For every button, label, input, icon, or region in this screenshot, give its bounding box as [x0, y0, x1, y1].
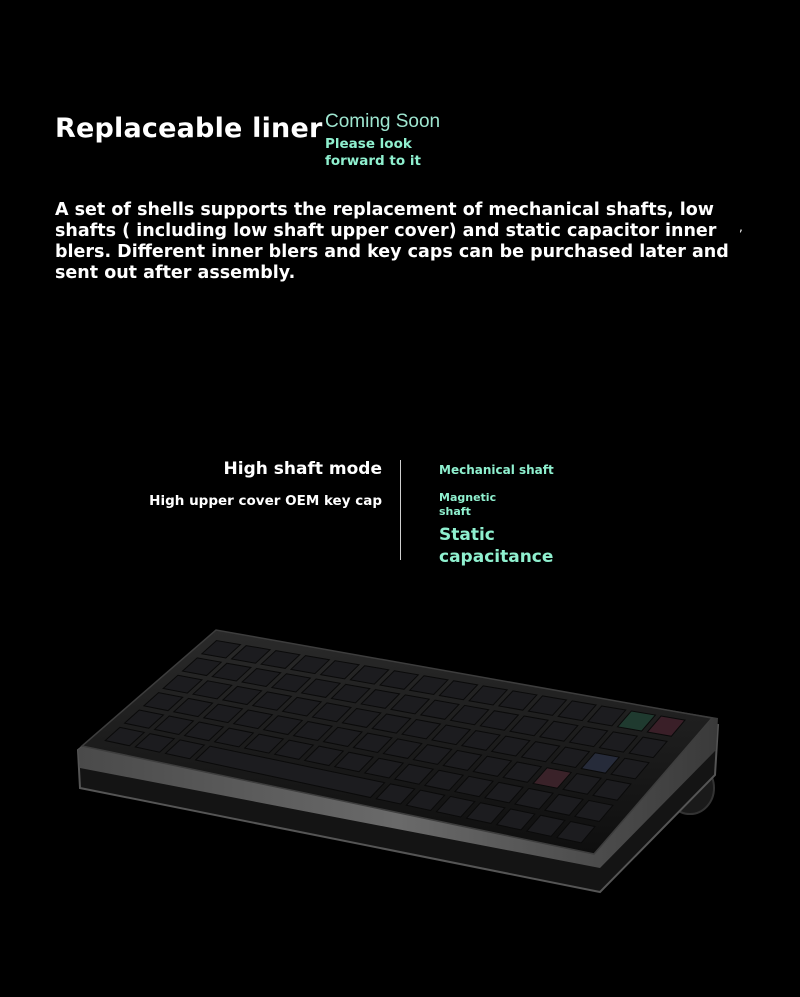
- mode-title: High shaft mode: [223, 459, 382, 479]
- option-static-capacitance: Static capacitance: [439, 525, 554, 567]
- please-look-label: Please look forward to it: [325, 136, 421, 169]
- vertical-divider: [400, 460, 401, 560]
- coming-soon-label: Coming Soon: [325, 111, 441, 132]
- stray-mark: ,: [739, 220, 743, 234]
- page-title: Replaceable liner: [55, 113, 323, 144]
- mode-subtitle: High upper cover OEM key cap: [149, 493, 382, 509]
- option-magnetic-shaft: Magnetic shaft: [439, 491, 497, 518]
- option-mechanical-shaft: Mechanical shaft: [439, 463, 554, 477]
- description-text: A set of shells supports the replacement of mechanical shafts, low shafts ( including low shaft upper cover) and static capacitor inner blers. Different inner blers and key caps can be purchased later and sent out after assembly.: [55, 200, 729, 283]
- keyboard-image: [0, 600, 800, 900]
